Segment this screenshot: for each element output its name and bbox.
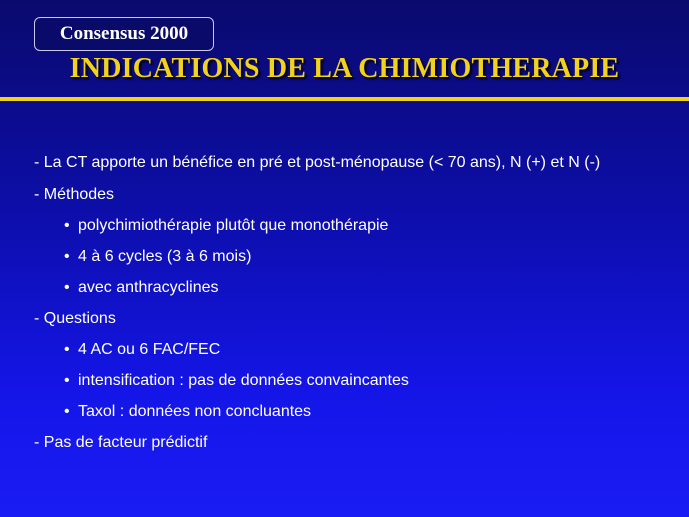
list-item-text: 4 à 6 cycles (3 à 6 mois) (78, 248, 252, 265)
list-item-text: - Méthodes (34, 186, 115, 203)
list-item-text: Taxol : données non concluantes (78, 403, 312, 420)
list-item (34, 153, 600, 173)
list-item (34, 185, 114, 205)
consensus-badge-label: Consensus 2000 (59, 23, 189, 44)
bullet-icon: • (64, 403, 70, 420)
list-item-text: - Pas de facteur prédictif (34, 434, 208, 451)
list-item-text: intensification : pas de données convaincantes (78, 372, 409, 389)
list-item-text: 4 AC ou 6 FAC/FEC (78, 341, 221, 358)
bullet-icon: • (64, 279, 70, 296)
list-item-text: - Questions (34, 310, 116, 327)
bullet-icon: • (64, 217, 70, 234)
list-item-text: avec anthracyclines (78, 279, 219, 296)
slide-title: INDICATIONS DE LA CHIMIOTHERAPIE (69, 53, 620, 84)
list-item (64, 278, 219, 298)
list-item (64, 340, 220, 360)
list-item (64, 247, 251, 267)
list-item-text: - La CT apporte un bénéfice en pré et post-ménopause (< 70 ans), N (+) et N (-) (34, 154, 601, 171)
bullet-icon: • (64, 248, 70, 265)
list-item (64, 371, 409, 391)
list-item (34, 309, 116, 329)
list-item-text: polychimiothérapie plutôt que monothérapie (78, 217, 389, 234)
bullet-icon: • (64, 341, 70, 358)
list-item (64, 216, 388, 236)
bullet-icon: • (64, 372, 70, 389)
list-item (34, 433, 207, 453)
list-item (64, 402, 311, 422)
